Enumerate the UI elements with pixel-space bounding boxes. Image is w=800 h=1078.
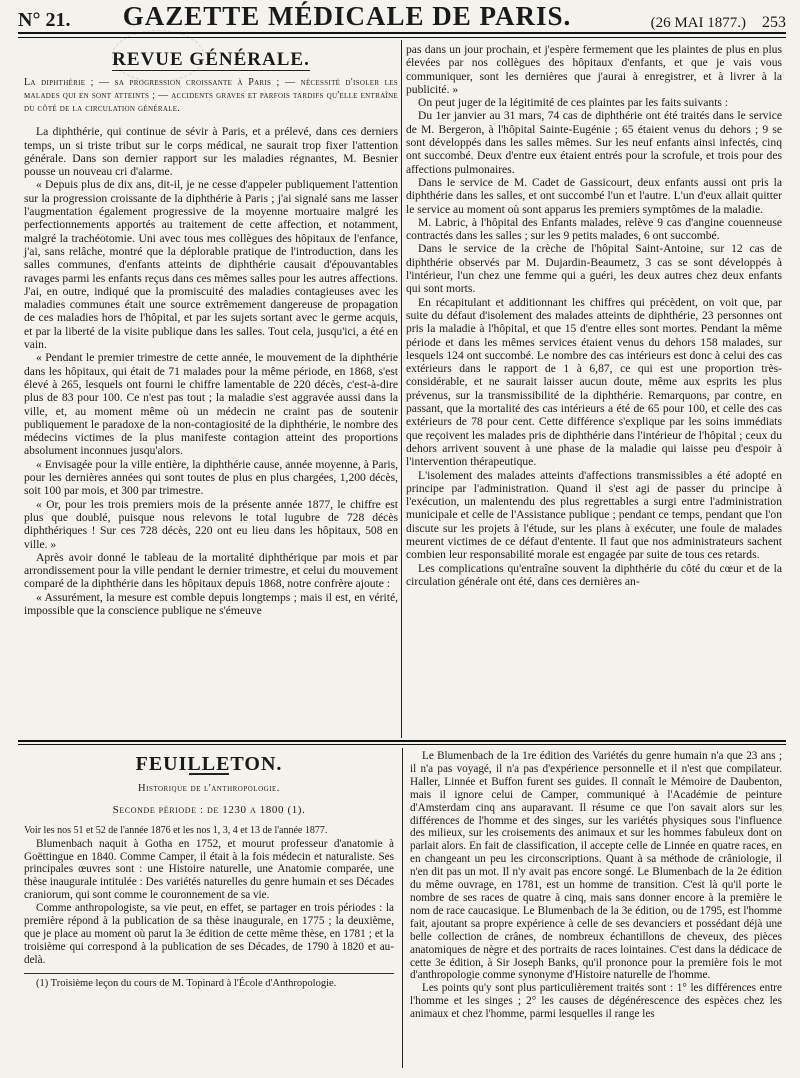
revue-left-column bbox=[24, 43, 398, 617]
feuilleton-right-column bbox=[410, 750, 782, 1021]
paragraph: Dans le service de M. Cadet de Gassicourt, deux enfants aussi ont pris la diphthérie dans les salles, et ont succombé l'un et l'autre. L'un d'eux allait quitter le service au moment où sont apparus les premiers symptômes de la maladie. bbox=[406, 175, 782, 216]
paragraph: L'isolement des malades atteints d'affections transmissibles a été adopté en principe par l'administration. Quand il s'est agi de passer du principe à l'exécution, un malentendu des plus regrettables a surgi entre l'administration municipale et celle de l'Assistance publique ; pendant ce temps, pendant que l'on discute sur les projets à l'étude, sur les plans à exécuter, une foule de malades meurent victimes de ce défaut d'entente. Il faut que nos administrateurs sachent combien leur responsabilité morale est engagée par suite de tous ces retards. bbox=[406, 468, 782, 562]
paragraph: Comme anthropologiste, sa vie peut, en effet, se partager en trois périodes : la première répond à la publication de sa thèse inaugurale, en 1775 ; la deuxième, que je place au moment où parut la 3e édition de cette même thèse, en 1781 ; et la troisième qui correspond à la publication de ses Décades, de 1790 à 1820 et au-delà. bbox=[24, 902, 394, 966]
see-also-note: Voir les nos 51 et 52 de l'année 1876 et les nos 1, 3, 4 et 13 de l'année 1877. bbox=[24, 824, 328, 836]
feuilleton-left-column bbox=[24, 750, 394, 990]
paragraph: On peut juger de la légitimité de ces plaintes par les faits suivants : bbox=[418, 96, 729, 110]
paragraph: « Assurément, la mesure est comble depuis longtemps ; mais il est, en vérité, impossible que la conscience publique ne s'émeuve bbox=[24, 590, 398, 617]
page-number: 253 bbox=[762, 14, 786, 31]
revue-summary: La diphthérie ; — sa progression croissante à Paris ; — nécessité d'isoler les malades qui en sont atteints ; — accidents graves et parfois tardifs qu'elle entraîne du côté de la circulation générale. bbox=[24, 77, 398, 115]
paragraph: Les complications qu'entraîne souvent la diphthérie du côté du cœur et de la circulation générale ont été, dans ces dernières an- bbox=[406, 561, 782, 588]
footnote: (1) Troisième leçon du cours de M. Topinard à l'École d'Anthropologie. bbox=[36, 977, 337, 989]
paragraph: En récapitulant et additionnant les chiffres qui précèdent, on voit que, par suite du défaut d'isolement des malades atteints de diphthérie, 23 personnes ont pris la maladie à l'hôpital, et que 15 d'entre elles sont mortes. Pendant la même période et dans les mêmes services étaient venus du dehors 158 malades, sur lesquels 124 ont succombé. Le nombre des cas intérieurs est donc à celui des cas extérieurs dans le rapport de 1 à 6,87, ce qui est une proportion très-considérable, et ne saurait laisser aucun doute, même aux esprits les plus prévenus, sur la transmissibilité de la diphthérie. Remarquons, par contre, en passant, que la mortalité des cas intérieurs a été de 65 pour 100, et celle des cas extérieurs de 78 pour cent. Cette différence s'explique par les soins immédiats que reçoivent les malades pris de diphthérie dans l'intérieur de l'hôpital ; ceux du dehors arrivent souvent à une phase de la maladie qui laisse peu d'espoir à l'intervention thérapeutique. bbox=[406, 295, 782, 469]
paragraph: Dans le service de la crèche de l'hôpital Saint-Antoine, sur 12 cas de diphthérie observés par M. Dujardin-Beaumetz, 3 cas se sont développés à l'intérieur, l'un chez une femme qui a guéri, les deux autres chez deux enfants qui sont morts. bbox=[406, 242, 782, 296]
masthead-rule bbox=[18, 37, 786, 38]
issue-number: N° 21. bbox=[18, 9, 71, 31]
paragraph: Après avoir donné le tableau de la mortalité diphthérique par mois et par arrondissement pour la ville pendant le dernier trimestre, et celui du mouvement comparé de la diphthérie dans les hôpitaux depuis 1868, notre confrère ajoute : bbox=[24, 550, 398, 591]
paragraph: La diphthérie, qui continue de sévir à Paris, et a prélevé, dans ces derniers temps, un si triste tribut sur le corps médical, ne saurait trop fixer l'attention générale. Dans son dernier rapport sur les maladies régnantes, M. Besnier pousse un nouveau cri d'alarme. bbox=[24, 125, 398, 179]
feuilleton-rule bbox=[18, 740, 786, 742]
feuilleton-column-divider bbox=[402, 748, 403, 1068]
newspaper-title: GAZETTE MÉDICALE DE PARIS. bbox=[122, 1, 572, 31]
paragraph: Du 1er janvier au 31 mars, 74 cas de diphthérie ont été traités dans le service de M. Bergeron, à l'hôpital Sainte-Eugénie ; 65 étaient venus du dehors ; 9 se sont développés dans les salles mêmes. Sur les neuf enfants ainsi infectés, cinq ont succombé. Deux d'entre eux étaient entrés pour la scrofule, et trois pour des affections pulmonaires. bbox=[406, 109, 782, 176]
issue-date: (26 MAI 1877.) bbox=[650, 15, 746, 31]
paragraph: Blumenbach naquit à Gotha en 1752, et mourut professeur d'anatomie à Goëttingue en 1840. Comme Camper, il était à la fois médecin et naturaliste. Ses principales œuvres sont : une Histoire naturelle, une Anatomie comparée, une thèse inaugurale intitulée : Des variétés naturelles du genre humain et ses Décades craniorum, qui sont comme le couronnement de sa vie. bbox=[24, 837, 394, 902]
masthead bbox=[18, 2, 786, 34]
paragraph: « Or, pour les trois premiers mois de la présente année 1877, le chiffre est plus que doublé, puisque nous relevons le total lugubre de 728 décès diphthériques ! Sur ces 728 décès, 220 ont eu lieu dans les hôpitaux, 508 en ville. » bbox=[24, 497, 398, 551]
paragraph: « Depuis plus de dix ans, dit-il, je ne cesse d'appeler publiquement l'attention sur la progression croissante de la diphthérie à Paris ; j'ai signalé sans me lasser l'augmentation également progressive de la moyenne mortuaire malgré les perfectionnements apportés au traitement de cette affection, et notamment, malgré la trachéotomie. Uni avec tous mes collègues des hôpitaux de l'enfance, j'ai, sans relâche, montré que la déplorable pratique de l'introduction, dans les salles communes, d'enfants atteints de diphthérie causait d'épouvantables ravages parmi les enfants reçus dans ces mêmes salles pour les autres affections. J'ai, en outre, indiqué que la promiscuité des maladies contagieuses avec les maladies communes était une source extrêmement dangereuse de propagation de ces maladies hors de l'hôpital, et par les sujets sortant avec le germe acquis, et par la liberté de la visite publique dans les salles. Tout cela, jusqu'ici, a été en vain. bbox=[24, 178, 398, 352]
paragraph: pas dans un jour prochain, et j'espère fermement que les plaintes de plus en plus élevées par nos collègues des hôpitaux d'enfants, et que je vais vous communiquer, sont les dernières que j'aurai à enregistrer, et à livrer à la publicité. » bbox=[406, 43, 782, 96]
revue-heading: REVUE GÉNÉRALE. bbox=[112, 49, 310, 70]
column-divider bbox=[401, 40, 402, 738]
feuilleton-subtitle: Historique de l'anthropologie. bbox=[138, 782, 280, 794]
paragraph: « Pendant le premier trimestre de cette année, le mouvement de la diphthérie dans les hôpitaux, qui était de 71 malades pour la même période, en 1868, s'est élevé à 265, lesquels ont fourni le chiffre lamentable de 220 décès, c'est-à-dire plus de 83 pour 100. Ce n'est pas tout ; la maladie s'est aggravée aussi dans la ville, et, au moment même où un médecin ne craint pas de soutenir publiquement le paradoxe de la non-contagiosité de la diphthérie, le nombre des médecins victimes de la plus manifeste contagion atteint des proportions absolument inconnues jusqu'alors. bbox=[24, 351, 398, 458]
paragraph: M. Labric, à l'hôpital des Enfants malades, relève 9 cas d'angine couenneuse contractés dans les salles ; sur les 9 petits malades, 6 ont succombé. bbox=[406, 215, 782, 243]
paragraph: « Envisagée pour la ville entière, la diphthérie cause, année moyenne, à Paris, pour les dernières années qui sont toutes de plus en plus chargées, 1,200 décès, soit 100 par mois, et 300 par trimestre. bbox=[24, 457, 398, 498]
paragraph: Les points qu'y sont plus particulièrement traités sont : 1° les différences entre l'homme et les singes ; 2° les causes de dégénérescence des espèces chez les animaux et chez l'homme, parmi lesquelles il range les bbox=[410, 982, 782, 1021]
feuilleton-period: Seconde période : de 1230 a 1800 (1). bbox=[112, 803, 306, 816]
revue-right-column bbox=[406, 43, 782, 588]
feuilleton-rule-thin bbox=[18, 744, 786, 745]
paragraph: Le Blumenbach de la 1re édition des Variétés du genre humain n'a que 23 ans ; il n'a pas voyagé, il n'a pas d'expérience personnelle et il n'est que compilateur. Haller, Linnée et Buffon furent ses guides. Il connaît le Mémoire de Daubenton, mais il ignore celui de Camper, communiqué à l'Académie de peinture d'Amsterdam cinq ans auparavant. Il résume ce que l'on savait alors sur les différences de l'homme et des singes, sur les variétés physiques sous l'influence des milieux, sur les croisements des animaux et sur les hommes fabuleux dont on parlait alors. En fait de classification, il accepte celle de Linnée en quatre races, en en changeant un peu les circonscriptions. Quant à sa méthode de crâniologie, il n'en dit pas un mot. Il n'y avait pas encore songé. Le Blumenbach de la 2e édition du même ouvrage, en 1781, est un homme de transition. C'est là qu'il porte le nombre de ses races de quatre à cinq, mais sans donner encore à la première le nom de race caucasique. Le Blumenbach de la 3e édition, ou de 1795, est l'homme fait, ajoutant sa propre expérience à celle de ses devanciers et possédant déjà une belle collection de crânes, de nombreux échantillons de cheveux, des pièces anatomiques de nègre et des portraits de races lointaines. C'est dans la dédicace de cette 3e édition, à Sir Joseph Banks, qu'il prononce pour la première fois le mot d'anthropologie comme synonyme d'Histoire naturelle de l'homme. bbox=[410, 750, 782, 982]
feuilleton-title: FEUILLETON. bbox=[135, 753, 283, 775]
footnote-rule bbox=[24, 973, 394, 974]
